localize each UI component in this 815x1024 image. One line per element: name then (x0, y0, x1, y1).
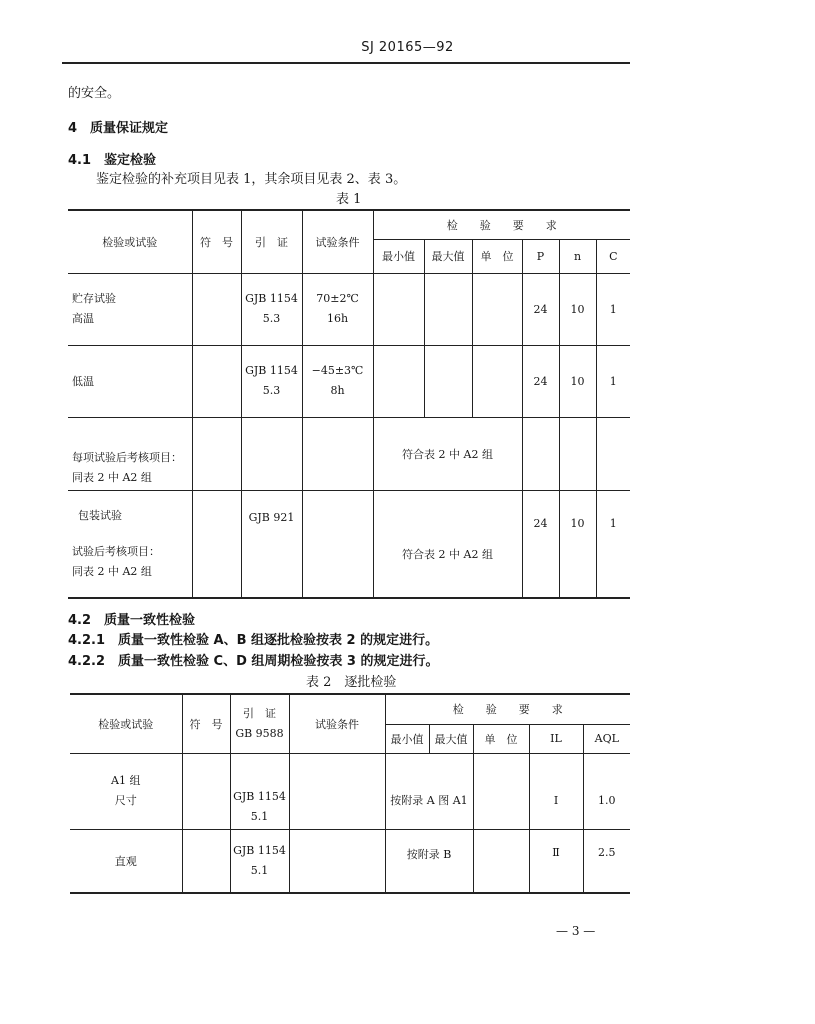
t1-r1-ref (241, 273, 302, 345)
t2-header-test: 检验或试验 (70, 694, 182, 753)
t1-r2-cond-line2: 8h (330, 384, 345, 397)
t2-r1-il: Ⅰ (529, 753, 583, 829)
t1-r3-ref (241, 417, 302, 490)
t1-r4-ref: GJB 921 (241, 490, 302, 598)
t2-r1-name-line1: A1 组 (111, 774, 141, 787)
t1-header-p: P (522, 239, 559, 273)
t2-r2-symbol (182, 829, 230, 893)
t1-r2-min (373, 345, 424, 417)
t2-header-req: 检 验 要 求 (385, 694, 630, 724)
t1-r1-c: 1 (596, 273, 630, 345)
t2-header-min: 最小值 (385, 724, 429, 753)
t1-r1-ref-line1: GJB 1154 (245, 292, 298, 305)
t1-r4-name-line3: 同表 2 中 A2 组 (72, 564, 152, 578)
t1-r2-p: 24 (522, 345, 559, 417)
t1-header-unit: 单 位 (472, 239, 522, 273)
t1-header-c: C (596, 239, 630, 273)
t2-r1-ref-line2: 5.1 (250, 809, 269, 823)
t2-r1-aql: 1.0 (583, 753, 630, 829)
t1-r3-name (68, 417, 192, 490)
table1-caption: 表 1 (336, 192, 362, 207)
t1-r4-symbol (192, 490, 241, 598)
t1-header-min: 最小值 (373, 239, 424, 273)
t1-r3-name-line2: 同表 2 中 A2 组 (72, 470, 152, 484)
t2-r1-req: 按附录 A 图 A1 (385, 753, 473, 829)
t1-header-symbol: 符 号 (192, 210, 241, 273)
t2-r2-req: 按附录 B (385, 829, 473, 893)
table2-caption: 表 2 逐批检验 (306, 675, 397, 690)
table-row (70, 829, 630, 893)
table-row (70, 753, 630, 829)
t1-r2-n: 10 (559, 345, 596, 417)
table-1 (68, 209, 630, 599)
t1-r4-name (68, 490, 192, 598)
t2-r1-ref-line1: GJB 1154 (233, 789, 286, 803)
table-row (68, 273, 630, 345)
t2-r2-cond (289, 829, 385, 893)
t1-r2-cond-line1: −45±3℃ (311, 364, 364, 377)
t1-header-req: 检 验 要 求 (373, 210, 630, 239)
t2-header-ref (230, 694, 289, 753)
t2-header-max: 最大值 (429, 724, 473, 753)
t2-r2-ref-line1: GJB 1154 (233, 843, 286, 857)
t1-r1-unit (472, 273, 522, 345)
t1-r3-c (596, 417, 630, 490)
t1-r4-req: 符合表 2 中 A2 组 (373, 490, 522, 598)
t1-header-ref: 引 证 (241, 210, 302, 273)
t1-r2-name: 低温 (68, 345, 192, 417)
t2-r2-unit (473, 829, 529, 893)
table-row (68, 417, 630, 490)
t1-header-test: 检验或试验 (68, 210, 192, 273)
t1-header-n: n (559, 239, 596, 273)
t1-r1-symbol (192, 273, 241, 345)
t1-r1-max (424, 273, 472, 345)
t1-r2-ref (241, 345, 302, 417)
t1-r1-cond-line2: 16h (326, 312, 349, 325)
t2-header-il: IL (529, 724, 583, 753)
t2-r1-name (70, 753, 182, 829)
t2-r1-symbol (182, 753, 230, 829)
header-rule (62, 62, 630, 64)
t1-r3-symbol (192, 417, 241, 490)
t1-r2-symbol (192, 345, 241, 417)
t2-r2-ref (230, 829, 289, 893)
t1-r4-n: 10 (559, 490, 596, 598)
t2-header-cond: 试验条件 (289, 694, 385, 753)
t2-header-ref-line1: 引 证 (243, 706, 276, 720)
t1-header-cond: 试验条件 (302, 210, 373, 273)
t2-r1-ref (230, 753, 289, 829)
t1-r2-unit (472, 345, 522, 417)
t2-r1-name-line2: 尺寸 (114, 794, 137, 807)
t2-r2-aql: 2.5 (583, 829, 630, 893)
t1-r4-cond (302, 490, 373, 598)
t1-r2-ref-line2: 5.3 (262, 384, 281, 397)
section-4-2-1-text: 4.2.1 质量一致性检验 A、B 组逐批检验按表 2 的规定进行。 (68, 633, 439, 648)
t1-r4-name-line1: 包装试验 (78, 508, 122, 522)
section-4-1-heading: 4.1 鉴定检验 (68, 153, 157, 168)
table-2 (70, 693, 630, 894)
t1-r4-p: 24 (522, 490, 559, 598)
t2-r2-il: Ⅱ (529, 829, 583, 893)
page-number: — 3 — (556, 924, 596, 938)
t2-header-unit: 单 位 (473, 724, 529, 753)
section-4-2-2-text: 4.2.2 质量一致性检验 C、D 组周期检验按表 3 的规定进行。 (68, 654, 439, 669)
section-4-heading: 4 质量保证规定 (68, 121, 169, 136)
t1-r2-c: 1 (596, 345, 630, 417)
t2-header-aql: AQL (583, 724, 630, 753)
t1-r1-cond (302, 273, 373, 345)
t1-r1-name-line2: 高温 (72, 312, 94, 325)
document-header-code: SJ 20165—92 (361, 40, 454, 55)
t1-r1-cond-line1: 70±2℃ (316, 292, 359, 305)
t1-header-max: 最大值 (424, 239, 472, 273)
t1-r4-c: 1 (596, 490, 630, 598)
t1-r1-min (373, 273, 424, 345)
t1-r1-ref-line2: 5.3 (262, 312, 281, 325)
section-4-1-text: 鉴定检验的补充项目见表 1，其余项目见表 2、表 3。 (96, 172, 407, 187)
t2-r2-ref-line2: 5.1 (250, 863, 269, 877)
t1-r2-cond (302, 345, 373, 417)
t1-r3-req: 符合表 2 中 A2 组 (373, 417, 522, 490)
t1-r1-n: 10 (559, 273, 596, 345)
t1-r4-name-line2: 试验后考核项目： (72, 544, 160, 558)
t1-r1-name-line1: 贮存试验 (72, 292, 116, 305)
text-safety-end: 的安全。 (68, 86, 121, 101)
t1-r1-p: 24 (522, 273, 559, 345)
t2-r1-unit (473, 753, 529, 829)
t1-r3-name-line1: 每项试验后考核项目： (72, 450, 182, 464)
t2-r2-name: 直观 (70, 829, 182, 893)
t1-r3-p (522, 417, 559, 490)
table-row (68, 345, 630, 417)
table-row (68, 490, 630, 598)
t1-r1-name (68, 273, 192, 345)
t1-r2-max (424, 345, 472, 417)
t1-r3-n (559, 417, 596, 490)
t1-r3-cond (302, 417, 373, 490)
t2-r1-cond (289, 753, 385, 829)
t2-header-symbol: 符 号 (182, 694, 230, 753)
section-4-2-heading: 4.2 质量一致性检验 (68, 613, 196, 628)
t1-r2-ref-line1: GJB 1154 (245, 364, 298, 377)
t2-header-ref-line2: GB 9588 (235, 726, 284, 740)
